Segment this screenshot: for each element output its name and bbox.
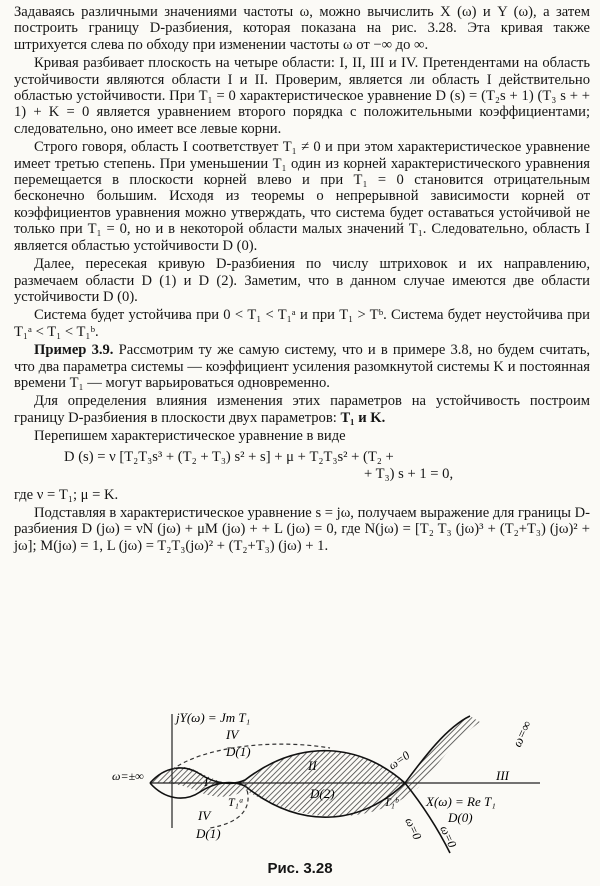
rewrite-line: Перепишем характеристическое уравнение в виде [34, 428, 346, 445]
equation-line-2: + T₃) s + 1 = 0, [364, 465, 454, 482]
d0-label: D(0) [448, 810, 473, 825]
omega-zero-label-a: ω=0 [385, 748, 413, 773]
d1-bottom: D(1) [196, 826, 221, 841]
x-axis-label: X(ω) = Re T₁ [426, 794, 496, 809]
region-ii: II [308, 758, 317, 773]
body-text [14, 4, 590, 556]
region-iii: III [496, 768, 509, 783]
omega-pm-inf-label: ω=±∞ [112, 769, 144, 783]
t1a-label: T₁ᵃ [228, 795, 244, 809]
example-text: Рассмотрим ту же самую систему, что и в примере 3.8, но будем считать, что два параметра системы — коэффициент усиления разомкнутой системы K и постоянная времени T₁ — могут варьироваться одновременно. [14, 342, 591, 391]
paragraph-2: Кривая разбивает плоскость на четыре области: I, II, III и IV. Претендентами на область устойчивости являются области I и II. Проверим, является ли область I действительно областью устойчивости. При T₁ = 0 характеристическое уравнение D (s) = (T₂s + 1) (T₃ s + + 1) + K = 0 является уравнением второго порядка с положительными коэффициентами; следовательно, оно имеет все левые корни. [14, 55, 590, 137]
params-text: Для определения влияния изменения этих параметров на устойчивость построим границу D-разбиения в плоскости двух параметров: [14, 393, 590, 426]
omega-inf-label: ω=∞ [509, 718, 535, 750]
figure-caption: Рис. 3.28 [267, 860, 333, 877]
d2-label: D(2) [310, 786, 335, 801]
paragraph-1: Задаваясь различными значениями частоты ω, можно вычислить X (ω) и Y (ω), а затем построить границу D-разбиения, которая показана на рис. 3.28. Эта кривая также штрихуется слева по обходу при изменении частоты ω от −∞ до ∞. [14, 4, 590, 53]
d1-top: D(1) [226, 744, 251, 759]
region-i: I [204, 774, 209, 789]
paragraph-5: Система будет устойчива при 0 < T₁ < T₁ᵃ и при T₁ > Tᵇ. Система будет неустойчива при T₁ᵃ < T₁ < T₁ᵇ. [14, 307, 590, 340]
omega-zero-label-c: ω=0 [437, 823, 460, 850]
where-line: где ν = T₁; μ = K. [14, 486, 119, 503]
y-axis-label: jY(ω) = Jm T₁ [176, 710, 251, 725]
example-label: Пример 3.9. [34, 342, 114, 359]
characteristic-equation [14, 449, 590, 483]
paragraph-3: Строго говоря, область I соответствует T₁ ≠ 0 и при этом характеристическое уравнение имеет третью степень. При уменьшении T₁ один из корней характеристического уравнения перемещается в плоскости корней влево и при T₁ = 0 становится отрицательным бесконечно большим. Исходя из теоремы о непрерывной зависимости корней от коэффициентов уравнения можно утверждать, что система будет оставаться устойчивой не только при T₁ = 0, но и в некоторой области малых значений T₁. Следовательно, область I является областью устойчивости D (0). [14, 139, 590, 254]
paragraph-4: Далее, пересекая кривую D-разбиения по числу штриховок и их направлению, размечаем области D (1) и D (2). Заметим, что в данном случае имеются две области устойчивости D (0). [14, 256, 590, 305]
t1b-label: T₁ᵇ [384, 795, 399, 809]
figure-d-partition [0, 708, 600, 858]
region-iv-top: IV [226, 727, 239, 742]
substitution-paragraph: Подставляя в характеристическое уравнение s = jω, получаем выражение для границы D-разбиения D (jω) = νN (jω) + μM (jω) + + L (jω) = 0, где N(jω) = [T₂ T₃ (jω)³ + (T₂+T₃) (jω)² + jω]; M(jω) = 1, L (jω) = T₂T₃(jω)² + (T₂+T₃) (jω) + 1. [14, 504, 590, 554]
params-bold: T₁ и K. [340, 409, 386, 426]
region-iv-bottom: IV [198, 808, 211, 823]
paragraph-params [14, 393, 590, 426]
example-paragraph [14, 342, 590, 391]
equation-line-1: D (s) = ν [T₂T₃s³ + (T₂ + T₃) s² + s] + μ + T₂T₃s² + (T₂ + [64, 448, 394, 465]
omega-zero-label-b: ω=0 [402, 815, 425, 842]
